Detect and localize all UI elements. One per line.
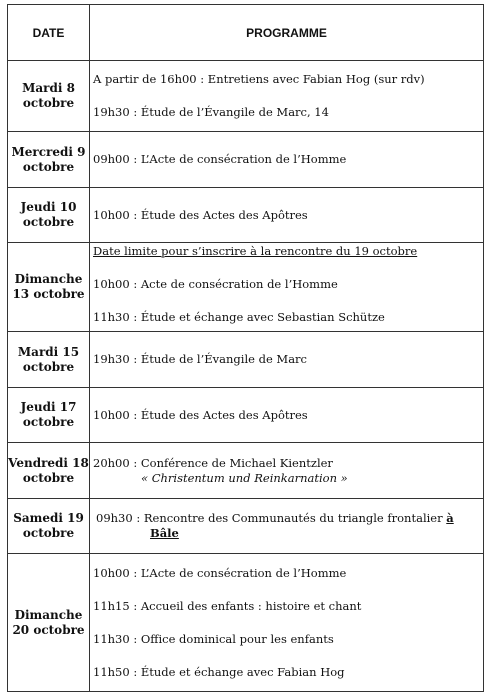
table-row	[8, 188, 484, 243]
header-row	[8, 5, 484, 61]
programme-cell	[90, 61, 484, 132]
table-row	[8, 554, 484, 692]
programme-item: 10h00 : Étude des Actes des Apôtres	[93, 207, 308, 222]
deadline-note: Date limite pour s’inscrire à la rencontre du 19 octobre	[93, 244, 418, 258]
programme-cell	[90, 499, 484, 554]
programme-item: 10h00 : Étude des Actes des Apôtres	[93, 407, 308, 422]
programme-cell	[90, 554, 484, 692]
date-cell: Mercredi 9 octobre	[8, 132, 90, 188]
table-row	[8, 388, 484, 443]
programme-cell	[90, 188, 484, 243]
programme-cell	[90, 332, 484, 388]
date-cell: Jeudi 17 octobre	[8, 388, 90, 443]
programme-item: 09h00 : L’Acte de consécration de l’Homme	[93, 152, 347, 166]
lecture-subtitle: « Christentum und Reinkarnation »	[141, 470, 348, 485]
place-name: Bâle	[150, 526, 179, 540]
date-cell: Vendredi 18 octobre	[8, 443, 90, 499]
table-row	[8, 132, 484, 188]
programme-cell	[90, 243, 484, 332]
programme-cell	[90, 443, 484, 499]
table-row	[8, 443, 484, 499]
programme-item: 11h50 : Étude et échange avec Fabian Hog	[93, 664, 345, 679]
date-cell: Mardi 8 octobre	[8, 61, 90, 132]
programme-table	[7, 4, 484, 692]
programme-item: 19h30 : Étude de l’Évangile de Marc, 14	[93, 105, 329, 119]
place-prefix: à	[446, 511, 454, 525]
programme-cell	[90, 388, 484, 443]
programme-item: 10h00 : Acte de consécration de l’Homme	[93, 277, 338, 291]
programme-item: A partir de 16h00 : Entretiens avec Fabian Hog (sur rdv)	[93, 72, 425, 86]
place-line	[96, 526, 483, 541]
programme-item: 20h00 : Conférence de Michael Kientzler	[93, 455, 333, 470]
table-row	[8, 332, 484, 388]
date-cell: Dimanche 20 octobre	[8, 554, 90, 692]
date-cell: Samedi 19 octobre	[8, 499, 90, 554]
programme-item: 19h30 : Étude de l’Évangile de Marc	[93, 352, 307, 366]
programme-item: 09h30 : Rencontre des Communautés du triangle frontalier à	[96, 511, 454, 525]
programme-item: 10h00 : L’Acte de consécration de l’Homme	[93, 565, 347, 580]
date-cell: Dimanche 13 octobre	[8, 243, 90, 332]
programme-item: 11h15 : Accueil des enfants : histoire et chant	[93, 598, 362, 613]
programme-item: 11h30 : Office dominical pour les enfants	[93, 631, 334, 646]
table-row	[8, 243, 484, 332]
date-cell: Mardi 15 octobre	[8, 332, 90, 388]
table-row	[8, 499, 484, 554]
date-cell: Jeudi 10 octobre	[8, 188, 90, 243]
programme-header: PROGRAMME	[90, 5, 484, 61]
table-row	[8, 61, 484, 132]
date-header: DATE	[8, 5, 90, 61]
programme-item: 11h30 : Étude et échange avec Sebastian Schütze	[93, 310, 385, 324]
programme-cell	[90, 132, 484, 188]
